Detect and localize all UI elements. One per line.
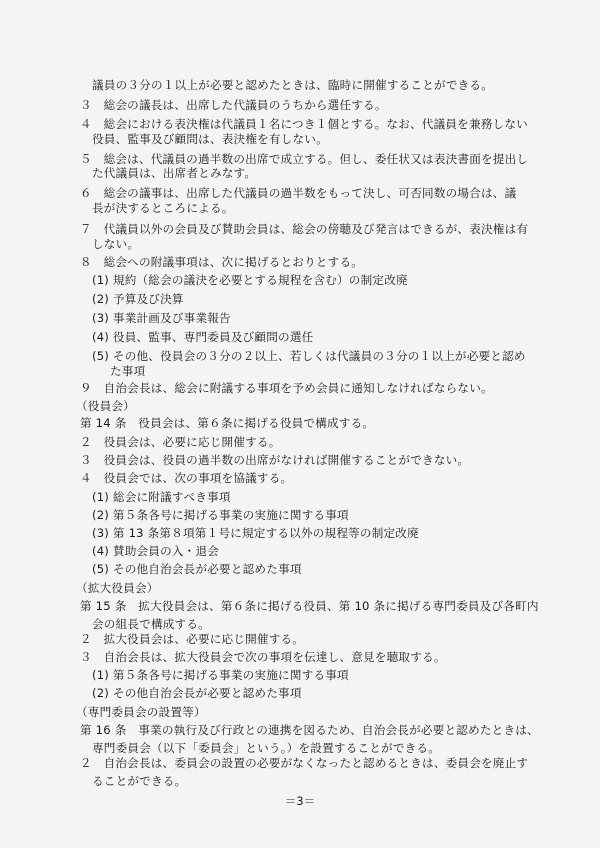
text-line: (2) その他自治会長が必要と認めた事項 — [92, 686, 302, 700]
text-line: 議員の３分の１以上が必要と認めたときは、臨時に開催することができる。 — [92, 78, 493, 92]
text-line: 長が決するところによる。 — [92, 201, 234, 215]
text-line: (1) 規約（総会の議決を必要とする規程を含む）の制定改廃 — [92, 273, 408, 287]
article-line: 第 16 条 事業の執行及び行政との連携を図るため、自治会長が必要と認めたときは、 — [80, 723, 539, 737]
text-line: た事項 — [110, 364, 146, 378]
text-line: ３ 役員会は、役員の過半数の出席がなければ開催することができない。 — [80, 453, 470, 467]
text-line: ３ 総会の議長は、出席した代議員のうちから選任する。 — [80, 98, 387, 112]
text-line: ８ 総会への附議事項は、次に掲げるとおりとする。 — [80, 255, 364, 269]
text-line: 専門委員会（以下「委員会」という。）を設置することができる。 — [92, 741, 441, 755]
text-line: しない。 — [92, 237, 140, 251]
section-heading: （役員会） — [76, 399, 135, 413]
text-line: ７ 代議員以外の会員及び賛助会員は、総会の傍聴及び発言はできるが、表決権は有 — [80, 222, 529, 236]
text-line: ２ 自治会長は、委員会の設置の必要がなくなったと認めるときは、委員会を廃止す — [80, 756, 529, 770]
text-line: ４ 総会における表決権は代議員１名につき１個とする。なお、代議員を兼務しない — [80, 117, 528, 131]
section-heading: （専門委員会の設置等） — [76, 705, 206, 719]
text-line: ２ 役員会は、必要に応じ開催する。 — [80, 435, 281, 449]
text-line: 役員、監事及び顧問は、表決権を有しない。 — [92, 132, 328, 146]
text-line: (1) 第５条各号に掲げる事業の実施に関する事項 — [92, 668, 349, 682]
text-line: (3) 第 13 条第８項第１号に規定する以外の規程等の制定改廃 — [92, 526, 419, 540]
text-line: (5) その他自治会長が必要と認めた事項 — [92, 562, 302, 576]
text-line: (1) 総会に附議すべき事項 — [92, 490, 231, 504]
section-heading: （拡大役員会） — [76, 581, 159, 595]
text-line: (4) 役員、監事、専門委員及び顧問の選任 — [92, 330, 314, 344]
text-line: ることができる。 — [92, 774, 187, 788]
text-line: ６ 総会の議事は、出席した代議員の過半数をもって決し、可否同数の場合は、議 — [80, 186, 517, 200]
text-line: (2) 第５条各号に掲げる事業の実施に関する事項 — [92, 508, 349, 522]
text-line: (2) 予算及び決算 — [92, 292, 184, 306]
text-line: ３ 自治会長は、拡大役員会で次の事項を伝達し、意見を聴取する。 — [80, 650, 446, 664]
article-line: 第 14 条 役員会は、第６条に掲げる役員で構成する。 — [80, 416, 375, 430]
text-line: ９ 自治会長は、総会に附議する事項を予め会員に通知しなければならない。 — [80, 381, 493, 395]
page-number: ＝3＝ — [284, 794, 316, 808]
text-line: ２ 拡大役員会は、必要に応じ開催する。 — [80, 632, 305, 646]
text-line: た代議員は、出席者とみなす。 — [92, 166, 257, 180]
text-line: ４ 役員会では、次の事項を協議する。 — [80, 471, 293, 485]
text-line: 会の組長で構成する。 — [92, 617, 210, 631]
text-line: ５ 総会は、代議員の過半数の出席で成立する。但し、委任状又は表決書面を提出し — [80, 152, 529, 166]
article-line: 第 15 条 拡大役員会は、第６条に掲げる役員、第 10 条に掲げる専門委員及び各町内 — [80, 599, 539, 613]
text-line: (3) 事業計画及び事業報告 — [92, 311, 231, 325]
text-line: (5) その他、役員会の３分の２以上、若しくは代議員の３分の１以上が必要と認め — [92, 349, 526, 363]
text-line: (4) 賛助会員の入・退会 — [92, 544, 220, 558]
